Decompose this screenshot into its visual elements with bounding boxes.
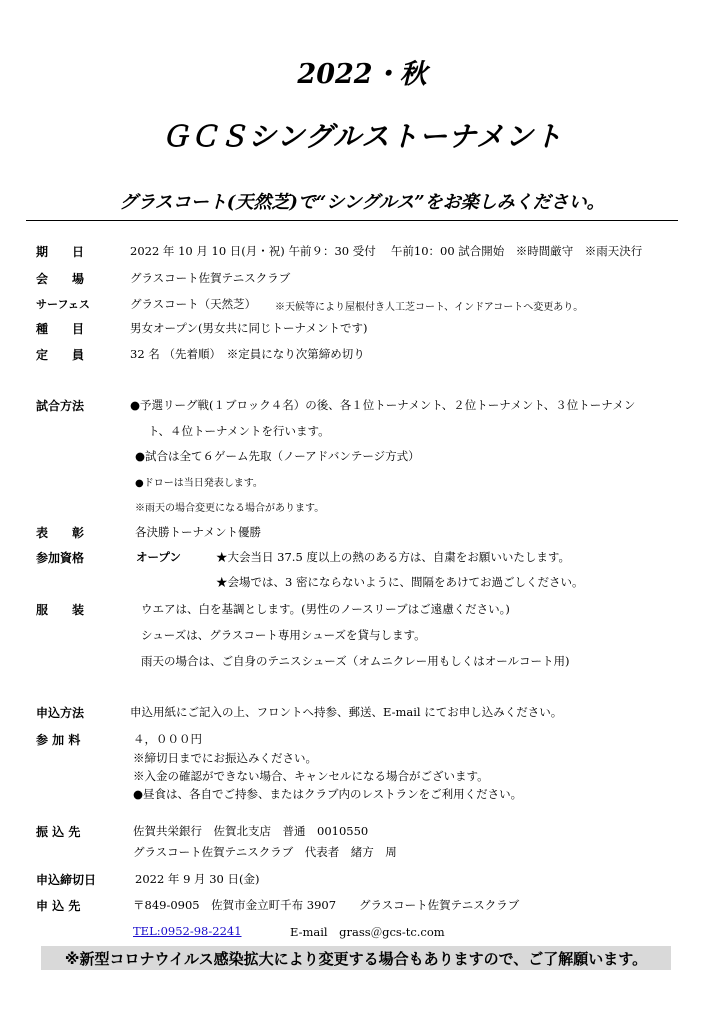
- eligibility-label: 参加資格: [36, 551, 85, 565]
- bank-label: 振 込 先: [36, 825, 81, 839]
- attire-label: 服 装: [36, 603, 85, 617]
- page-title: ＧＣＳシングルストーナメント: [161, 120, 563, 153]
- venue-label: 会 場: [36, 272, 85, 286]
- contact-email: E-mail grass＠gcs-tc.com: [290, 925, 445, 939]
- page-subtitle: グラスコート(天然芝)で“シングルス”をお楽しみください。: [119, 192, 605, 213]
- capacity-text: 32 名 （先着順） ※定員になり次第締め切り: [130, 347, 365, 361]
- surface-label: サーフェス: [36, 298, 90, 311]
- eligibility-note-1: ★大会当日 37.5 度以上の熱のある方は、自粛をお願いいたします。: [216, 550, 570, 564]
- format-line-2: ト、４位トーナメントを行います。: [148, 424, 330, 438]
- bank-line-2: グラスコート佐賀テニスクラブ 代表者 緒方 周: [133, 845, 397, 859]
- footer-notice: ※新型コロナウイルス感染拡大により変更する場合もありますので、ご了解願います。: [64, 950, 648, 968]
- surface-note: ※天候等により屋根付き人工芝コート、インドアコートへ変更あり。: [275, 302, 584, 313]
- application-method-label: 申込方法: [36, 706, 85, 720]
- format-line-3: ●試合は全て６ゲーム先取（ノーアドバンテージ方式）: [135, 449, 420, 463]
- fee-note-1: ※締切日までにお振込みください。: [133, 751, 317, 765]
- deadline-text: 2022 年 9 月 30 日(金): [135, 872, 260, 886]
- contact-address: 〒849-0905 佐賀市金立町千布 3907 グラスコート佐賀テニスクラブ: [133, 898, 520, 912]
- fee-amount: ４，０００円: [133, 732, 202, 746]
- attire-line-2: シューズは、グラスコート専用シューズを貸与します。: [141, 628, 426, 642]
- event-label: 種 目: [36, 322, 85, 336]
- contact-label: 申 込 先: [36, 899, 81, 913]
- award-label: 表 彰: [36, 526, 85, 540]
- format-line-5: ※雨天の場合変更になる場合があります。: [135, 503, 325, 514]
- format-label: 試合方法: [36, 399, 85, 413]
- date-label: 期 日: [36, 245, 85, 259]
- header-divider: [26, 220, 678, 221]
- application-method-text: 申込用紙にご記入の上、フロントへ持参、郵送、E-mail にてお申し込みください。: [130, 705, 563, 719]
- event-text: 男女オープン(男女共に同じトーナメントです): [130, 321, 368, 335]
- award-text: 各決勝トーナメント優勝: [135, 525, 262, 539]
- contact-phone-link[interactable]: TEL:0952-98-2241: [133, 924, 242, 938]
- fee-note-2: ※入金の確認ができない場合、キャンセルになる場合がございます。: [133, 769, 489, 783]
- attire-line-1: ウエアは、白を基調とします。(男性のノースリーブはご遠慮ください。): [141, 602, 510, 616]
- eligibility-category: オープン: [136, 550, 181, 564]
- fee-note-3: ●昼食は、各自でご持参、またはクラブ内のレストランをご利用ください。: [133, 787, 523, 801]
- page-title-year: 2022・秋: [297, 59, 427, 90]
- fee-label: 参 加 料: [36, 733, 81, 747]
- deadline-label: 申込締切日: [36, 873, 97, 887]
- date-text: 2022 年 10 月 10 日(月・祝) 午前９：30 受付 午前10：00 試合開始 ※時間厳守 ※雨天決行: [130, 244, 643, 258]
- bank-line-1: 佐賀共栄銀行 佐賀北支店 普通 0010550: [133, 824, 369, 838]
- capacity-label: 定 員: [36, 348, 85, 362]
- surface-text: グラスコート（天然芝）: [130, 297, 257, 311]
- attire-line-3: 雨天の場合は、ご自身のテニスシューズ（オムニクレー用もしくはオールコート用): [141, 654, 570, 668]
- format-line-1: ●予選リーグ戦(１ブロック４名）の後、各１位トーナメント、２位トーナメント、３位トーナメン: [130, 398, 636, 412]
- format-line-4: ●ドローは当日発表します。: [135, 478, 263, 489]
- venue-text: グラスコート佐賀テニスクラブ: [130, 271, 291, 285]
- eligibility-note-2: ★会場では、3 密にならないように、間隔をあけてお過ごしください。: [216, 575, 584, 589]
